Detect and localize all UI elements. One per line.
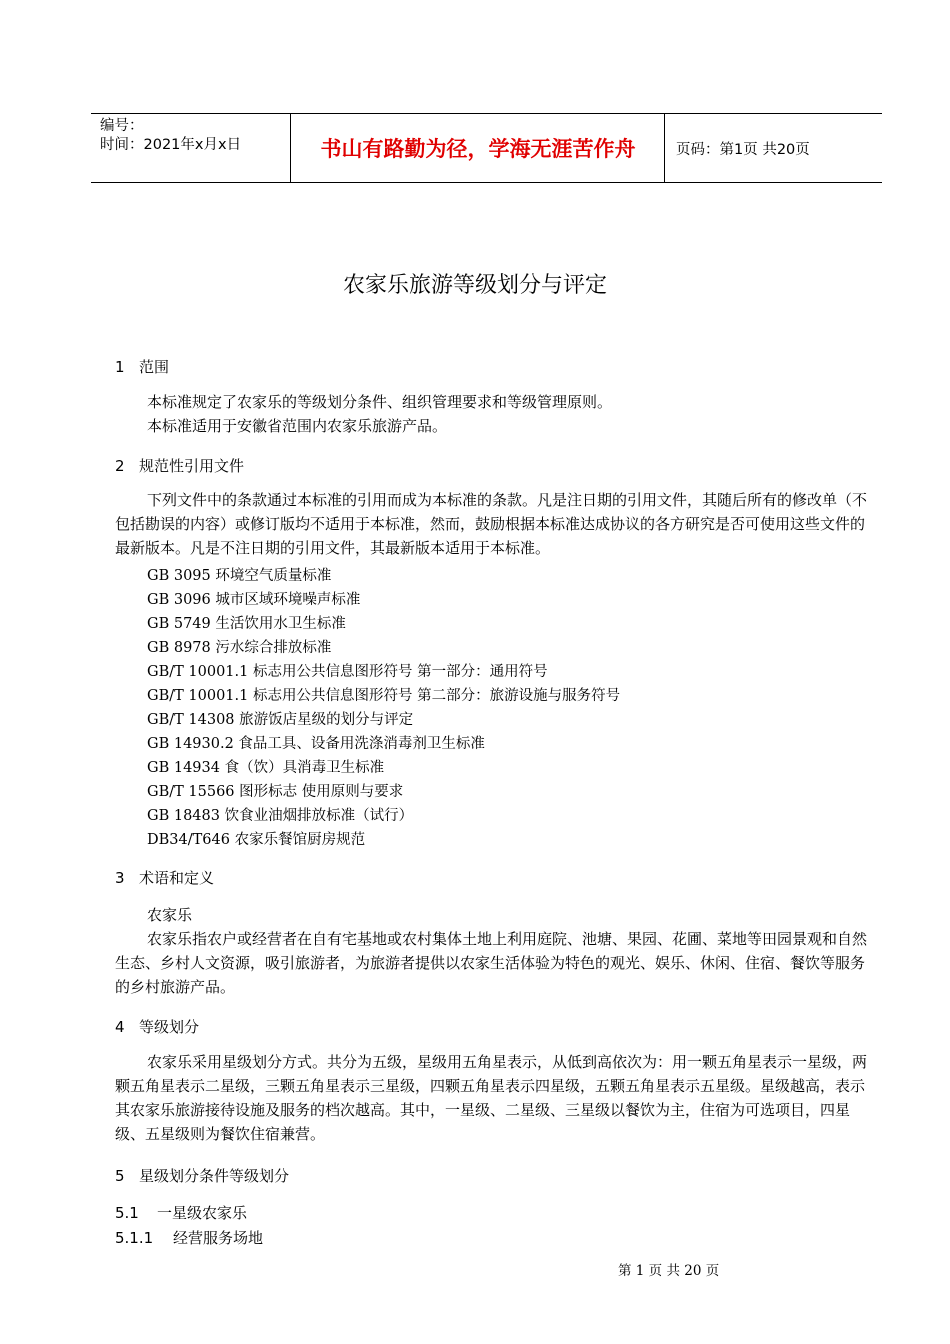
page-indicator: 页码：第1页 共20页 xyxy=(676,141,810,158)
section-number: 4 xyxy=(115,1018,125,1036)
section-title: 经营服务场地 xyxy=(173,1229,264,1247)
motto: 书山有路勤为径，学海无涯苦作舟 xyxy=(292,114,665,182)
subsection-5-1-1-heading xyxy=(115,1227,263,1248)
reference-item: GB 18483 饮食业油烟排放标准（试行） xyxy=(147,808,414,824)
section-title: 一星级农家乐 xyxy=(157,1204,248,1222)
section-number: 5.1 xyxy=(115,1204,139,1222)
page-footer: 第 1 页 共 20 页 xyxy=(618,1263,720,1279)
reference-item: GB 14930.2 食品工具、设备用洗涤消毒剂卫生标准 xyxy=(147,736,485,752)
section-title: 等级划分 xyxy=(139,1018,200,1036)
id-label: 编号： xyxy=(100,118,144,134)
section-4-heading xyxy=(115,1016,199,1037)
reference-item: GB/T 15566 图形标志 使用原则与要求 xyxy=(147,784,404,800)
time-label: 时间：2021年x月x日 xyxy=(100,137,242,153)
section-title: 规范性引用文件 xyxy=(139,457,245,475)
section-1-heading xyxy=(115,356,169,377)
reference-item: GB/T 10001.1 标志用公共信息图形符号 第二部分：旅游设施与服务符号 xyxy=(147,688,621,704)
section-number: 1 xyxy=(115,358,125,376)
document-title: 农家乐旅游等级划分与评定 xyxy=(342,273,607,298)
reference-item: GB 5749 生活饮用水卫生标准 xyxy=(147,616,346,632)
reference-item: GB/T 10001.1 标志用公共信息图形符号 第一部分：通用符号 xyxy=(147,664,548,680)
section-title: 星级划分条件等级划分 xyxy=(139,1167,290,1185)
section-5-heading xyxy=(115,1165,289,1186)
paragraph: 本标准规定了农家乐的等级划分条件、组织管理要求和等级管理原则。 xyxy=(147,393,613,411)
header-table xyxy=(91,113,882,183)
reference-item: GB 3095 环境空气质量标准 xyxy=(147,568,332,584)
section-2-heading xyxy=(115,455,244,476)
paragraph: 农家乐采用星级划分方式。共分为五级，星级用五角星表示，从低到高依次为：用一颗五角星表示一星级，两颗五角星表示二星级，三颗五角星表示三星级，四颗五角星表示四星级，五颗五角星表示五星级。星级越高，表示其农家乐旅游接待设施及服务的档次越高。其中，一星级、二星级、三星级以餐饮为主，住宿为可选项目，四星级、五星级则为餐饮住宿兼营。 xyxy=(115,1053,868,1143)
header-info-cell xyxy=(91,114,291,182)
reference-item: GB 3096 城市区域环境噪声标准 xyxy=(147,592,361,608)
section-number: 5.1.1 xyxy=(115,1229,154,1247)
term-title: 农家乐 xyxy=(147,906,193,924)
section-number: 5 xyxy=(115,1167,125,1185)
section-title: 术语和定义 xyxy=(139,869,215,887)
section-number: 2 xyxy=(115,457,125,475)
reference-item: GB/T 14308 旅游饭店星级的划分与评定 xyxy=(147,712,414,728)
paragraph: 下列文件中的条款通过本标准的引用而成为本标准的条款。凡是注日期的引用文件，其随后所有的修改单（不包括勘误的内容）或修订版均不适用于本标准，然而，鼓励根据本标准达成协议的各方研究是否可使用这些文件的最新版本。凡是不注日期的引用文件，其最新版本适用于本标准。 xyxy=(115,491,868,557)
reference-item: DB34/T646 农家乐餐馆厨房规范 xyxy=(147,832,366,848)
section-3-heading xyxy=(115,867,214,888)
reference-item: GB 14934 食（饮）具消毒卫生标准 xyxy=(147,760,385,776)
paragraph: 本标准适用于安徽省范围内农家乐旅游产品。 xyxy=(147,417,448,435)
reference-item: GB 8978 污水综合排放标准 xyxy=(147,640,332,656)
section-number: 3 xyxy=(115,869,125,887)
paragraph: 农家乐指农户或经营者在自有宅基地或农村集体土地上利用庭院、池塘、果园、花圃、菜地等田园景观和自然生态、乡村人文资源，吸引旅游者，为旅游者提供以农家生活体验为特色的观光、娱乐、休闲、住宿、餐饮等服务的乡村旅游产品。 xyxy=(115,930,868,996)
section-title: 范围 xyxy=(139,358,170,376)
subsection-5-1-heading xyxy=(115,1202,247,1223)
